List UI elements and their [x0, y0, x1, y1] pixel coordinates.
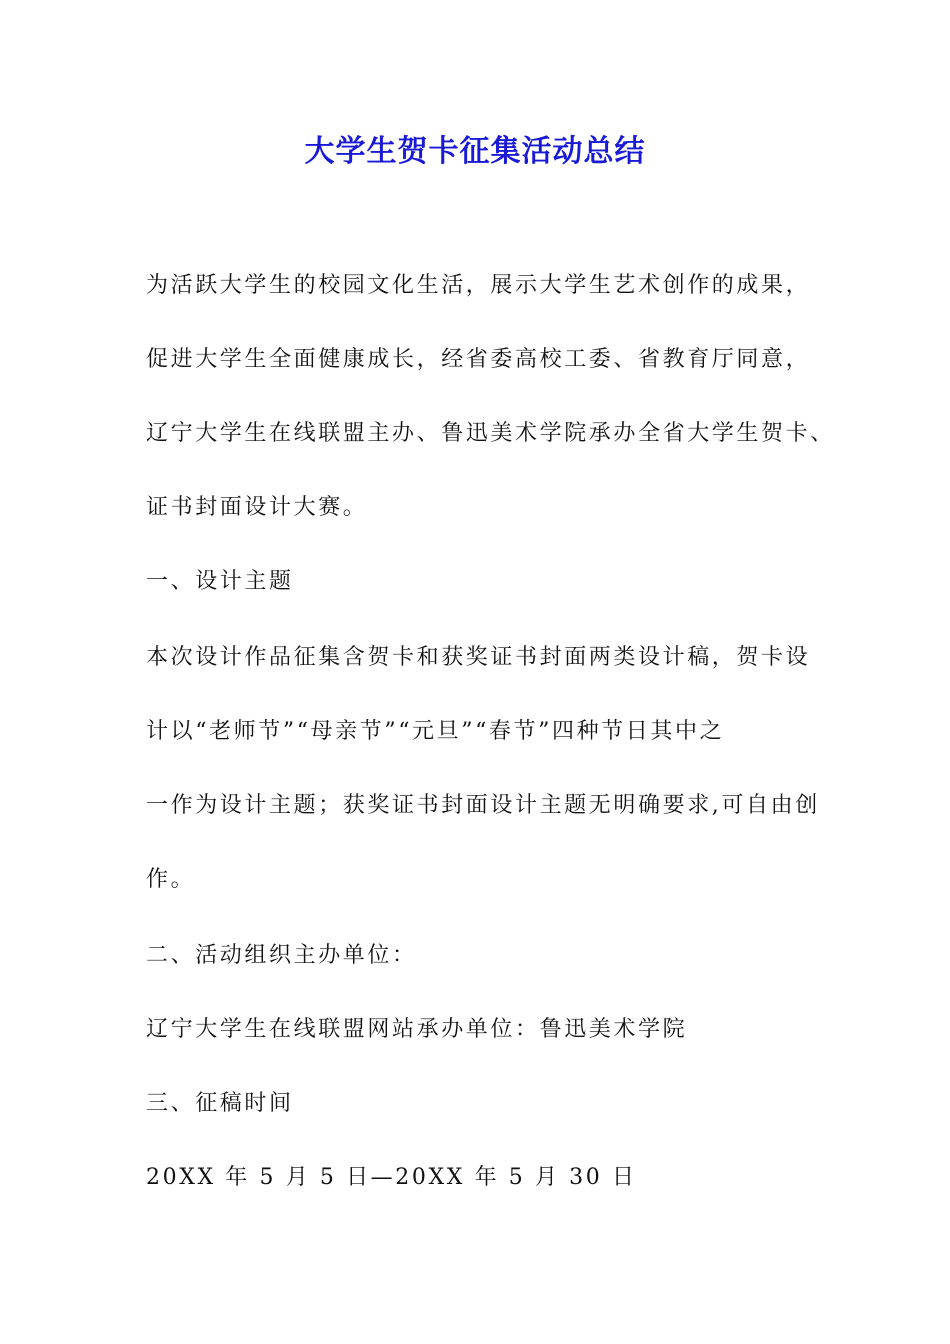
paragraph-line-4: 证书封面设计大赛。	[146, 495, 368, 520]
paragraph-line-2: 促进大学生全面健康成长，经省委高校工委、省教育厅同意，	[146, 347, 811, 372]
paragraph-line-6: 本次设计作品征集含贺卡和获奖证书封面两类设计稿，贺卡设	[146, 645, 811, 670]
section-heading-organizers: 二、活动组织主办单位：	[146, 943, 417, 968]
section-heading-design-theme: 一、设计主题	[146, 569, 294, 594]
section-heading-submission-time: 三、征稿时间	[146, 1091, 294, 1116]
submission-date-range: 20XX 年 5 月 5 日—20XX 年 5 月 30 日	[146, 1165, 637, 1190]
paragraph-line-9: 作。	[146, 867, 196, 892]
paragraph-line-1: 为活跃大学生的校园文化生活，展示大学生艺术创作的成果，	[146, 273, 811, 298]
paragraph-line-11: 辽宁大学生在线联盟网站承办单位：鲁迅美术学院	[146, 1017, 688, 1042]
document-title: 大学生贺卡征集活动总结	[304, 134, 646, 169]
paragraph-line-3: 辽宁大学生在线联盟主办、鲁迅美术学院承办全省大学生贺卡、	[146, 421, 835, 446]
paragraph-line-7: 计以“老师节”“母亲节”“元旦”“春节”四种节日其中之	[146, 719, 725, 744]
paragraph-line-8: 一作为设计主题；获奖证书封面设计主题无明确要求,可自由创	[146, 793, 820, 818]
